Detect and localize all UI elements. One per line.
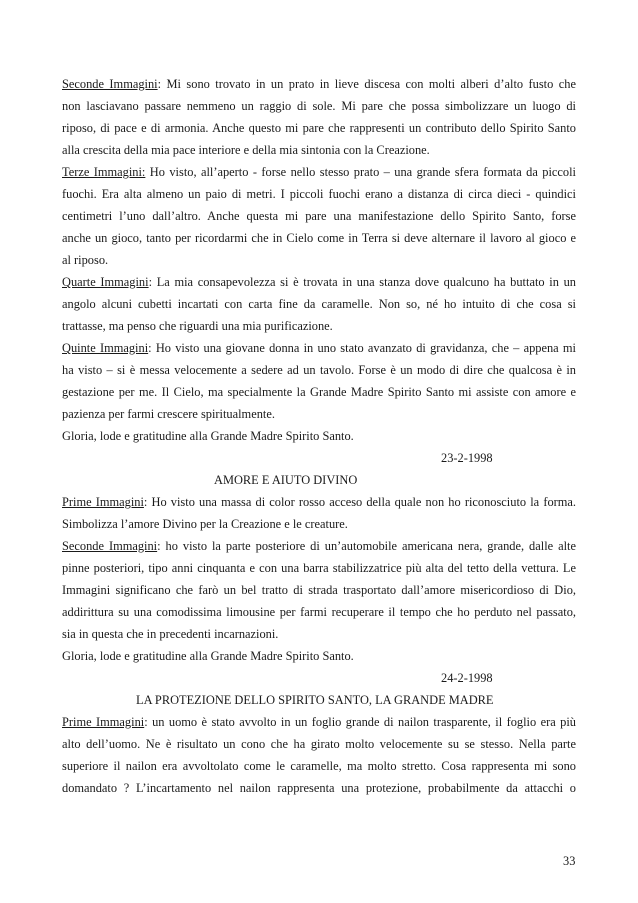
entry-date: 23-2-1998 [441,451,493,465]
line-text: Immagini significano che farò un bel tratto di strada trasportato dall’amore misericordioso di Dio, [62,583,576,597]
line-text: : Ho visto una massa di color rosso acceso della quale non ho riconosciuto la forma. [143,495,576,509]
entry-title: LA PROTEZIONE DELLO SPIRITO SANTO, LA GRANDE MADRE [136,693,494,707]
line-text: : Ho visto una giovane donna in uno stato avanzato di gravidanza, che – appena mi [148,341,576,355]
text-line [62,361,576,380]
line-text: non lasciavano passare nemmeno un raggio di sole. Mi pare che possa simbolizzare un luogo di [62,99,576,113]
text-line [62,581,576,600]
line-text: fuochi. Era alta almeno un paio di metri. I piccoli fuochi erano a distanza di circa dieci - quindici [62,187,576,201]
line-text: alla crescita della mia pace interiore e della mia sintonia con la Creazione. [62,143,430,157]
text-line [62,537,576,556]
text-line [62,163,576,182]
text-line [62,515,576,534]
line-text: Gloria, lode e gratitudine alla Grande Madre Spirito Santo. [62,649,354,663]
line-text: riposo, di pace e di armonia. Anche questo mi pare che rappresenti un contributo dello Spirito Santo [62,121,576,135]
line-text: trattasse, ma penso che riguardi una mia purificazione. [62,319,333,333]
line-text: Simbolizza l’amore Divino per la Creazione e le creature. [62,517,348,531]
section-label: Seconde Immagini [62,539,158,553]
line-text: alto dell’uomo. Ne è risultato un cono che ha girato molto velocemente su se stesso. Nella parte [62,737,576,751]
line-text: : un uomo è stato avvolto in un foglio grande di nailon trasparente, il foglio era più [144,715,576,729]
line-text: ha visto – si è messa velocemente a sedere ad un tavolo. Forse è un modo di dire che qualcosa è in [62,363,576,377]
text-line [62,295,576,314]
line-text: al riposo. [62,253,109,267]
text-line [62,427,576,446]
line-text: centimetri l’uno dall’altro. Anche questa mi pare una manifestazione dello Spirito Santo, forse [62,209,576,223]
line-text: superiore il nailon era avvoltolato come le caramelle, ma molto stretto. Cosa rappresenta mi sono [62,759,576,773]
line-text: angolo alcuni cubetti incartati con carta fine da caramelle. Non so, né ho intuito di che cosa si [62,297,576,311]
text-line [62,405,576,424]
line-text: Ho visto, all’aperto - forse nello stesso prato – una grande sfera formata da piccoli [145,165,576,179]
text-line [62,97,576,116]
text-line [62,647,576,666]
line-text: pinne posteriori, tipo anni cinquanta e con una barra stabilizzatrice più alta del tetto della vettura. Le [62,561,576,575]
text-line [62,339,576,358]
text-line [62,757,576,776]
entry-date: 24-2-1998 [441,671,493,685]
text-line [62,317,576,336]
line-text: gestazione per me. Il Cielo, ma specialmente la Grande Madre Spirito Santo mi assiste con amore e [62,385,576,399]
line-text: Gloria, lode e gratitudine alla Grande Madre Spirito Santo. [62,429,354,443]
section-label: Quinte Immagini [62,341,149,355]
text-line [62,141,576,160]
line-text: anche un gioco, tanto per ricordarmi che in Cielo come in Terra si deve alternare il lavoro al gioco e [62,231,576,245]
text-line [62,779,576,798]
text-line [62,251,576,270]
entry-title: AMORE E AIUTO DIVINO [214,473,358,487]
section-label: Seconde Immagini [62,77,158,91]
line-text: : ho visto la parte posteriore di un’automobile americana nera, grande, dalle alte [157,539,576,553]
text-line [62,559,576,578]
line-text: domandato ? L’incartamento nel nailon rappresenta una protezione, probabilmente da attacchi o [62,781,576,795]
line-text: addirittura su una comodissima limousine per farmi recuperare il tempo che ho perduto nel passato, [62,605,576,619]
text-line [62,713,576,732]
text-line [62,75,576,94]
line-text: sia in questa che in precedenti incarnazioni. [62,627,279,641]
text-line [62,207,576,226]
line-text: : Mi sono trovato in un prato in lieve discesa con molti alberi d’alto fusto che [157,77,576,91]
line-text: pazienza per farmi crescere spiritualmente. [62,407,275,421]
section-label: Terze Immagini: [62,165,146,179]
text-line [62,273,576,292]
section-label: Prime Immagini [62,495,144,509]
text-line [62,735,576,754]
page-number: 33 [563,854,576,868]
section-label: Quarte Immagini [62,275,149,289]
text-line [62,383,576,402]
text-line [62,625,576,644]
text-line [62,493,576,512]
text-line [62,185,576,204]
text-line [62,119,576,138]
line-text: : La mia consapevolezza si è trovata in una stanza dove qualcuno ha buttato in un [148,275,576,289]
text-line [62,229,576,248]
text-line [62,603,576,622]
section-label: Prime Immagini [62,715,145,729]
